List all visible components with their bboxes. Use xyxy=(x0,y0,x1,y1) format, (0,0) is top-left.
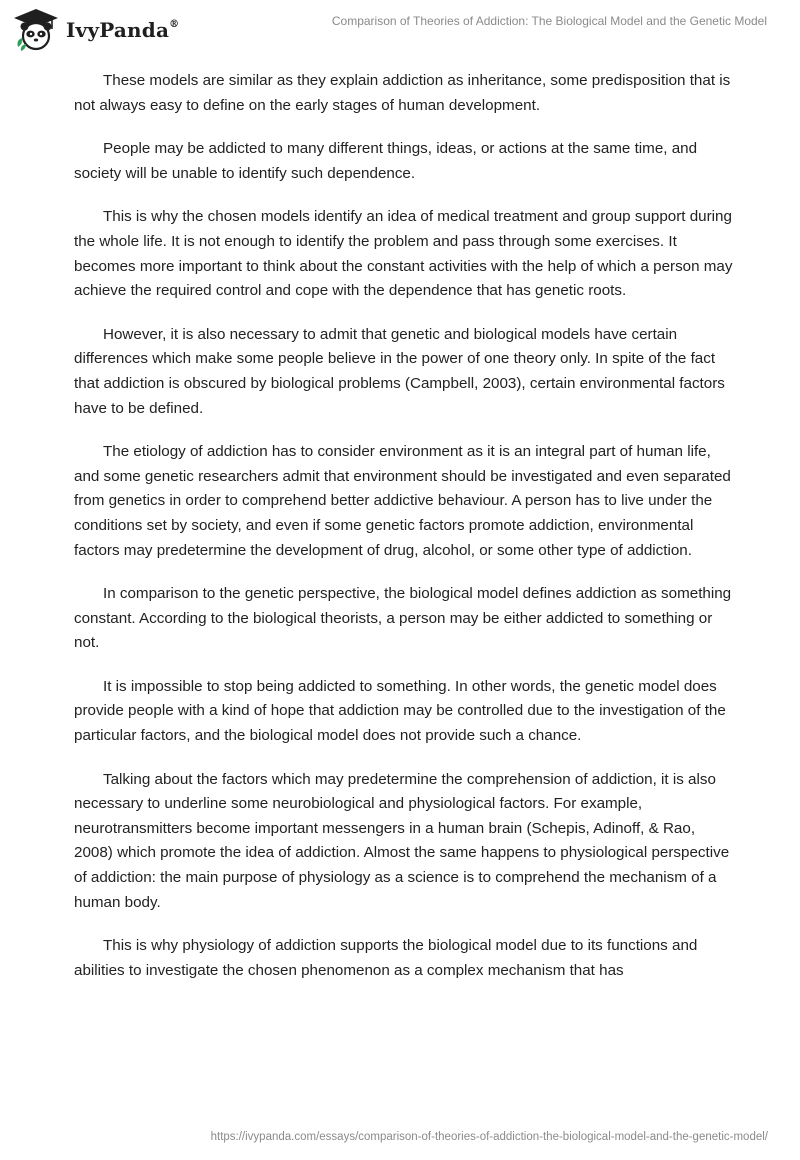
document-title: Comparison of Theories of Addiction: The Biological Model and the Genetic Model xyxy=(331,14,767,28)
paragraph-7: It is impossible to stop being addicted to something. In other words, the genetic model does provide people with a kind of hope that addiction may be controlled due to the investigation of the particular factors, and the biological model does not provide such a chance. xyxy=(74,677,726,745)
paragraph-4: However, it is also necessary to admit that genetic and biological models have certain differences which make some people believe in the power of one theory only. In spite of the fact that addiction is obscured by biological problems (Campbell, 2003), certain environmental factors have to be defined. xyxy=(74,325,725,417)
paragraph-1: These models are similar as they explain addiction as inheritance, some predisposition that is not always easy to define on the early stages of human development. xyxy=(74,72,731,114)
source-url[interactable]: https://ivypanda.com/essays/comparison-of-theories-of-addiction-the-biological-model-and-the-genetic-model/ xyxy=(210,1131,768,1143)
panda-graduate-icon xyxy=(12,7,60,53)
paragraph-6: In comparison to the genetic perspective, the biological model defines addiction as something constant. According to the biological theorists, a person may be either addicted to something or not. xyxy=(74,585,732,652)
logo[interactable] xyxy=(12,6,179,54)
paragraph-3: This is why the chosen models identify an idea of medical treatment and group support during the whole life. It is not enough to identify the problem and pass through some exercises. It becomes more important to think about the constant activities with the help of which a person may achieve the required control and cope with the dependence that has genetic roots. xyxy=(74,208,733,300)
essay-body xyxy=(74,69,734,1002)
paragraph-8: Talking about the factors which may predetermine the comprehension of addiction, it is also necessary to underline some neurobiological and physiological factors. For example, neurotransmitters become important messengers in a human brain (Schepis, Adinoff, & Rao, 2008) which promote the idea of addiction. Almost the same happens to physiological perspective of addiction: the main purpose of physiology as a science is to comprehend the mechanism of a human body. xyxy=(74,770,730,911)
logo-text: IvyPanda® xyxy=(66,18,180,42)
paragraph-2: People may be addicted to many different things, ideas, or actions at the same time, and society will be unable to identify such dependence. xyxy=(74,140,698,182)
paragraph-5: The etiology of addiction has to consider environment as it is an integral part of human life, and some genetic researchers admit that environment should be investigated and even separated from genetics in order to comprehend better addictive behaviour. A person has to live under the conditions set by society, and even if some genetic factors promote addiction, environmental factors may predetermine the development of drug, alcohol, or some other type of addiction. xyxy=(74,443,731,559)
paragraph-9: This is why physiology of addiction supports the biological model due to its functions and abilities to investigate the chosen phenomenon as a complex mechanism that has xyxy=(74,937,698,979)
page-header xyxy=(0,0,800,60)
